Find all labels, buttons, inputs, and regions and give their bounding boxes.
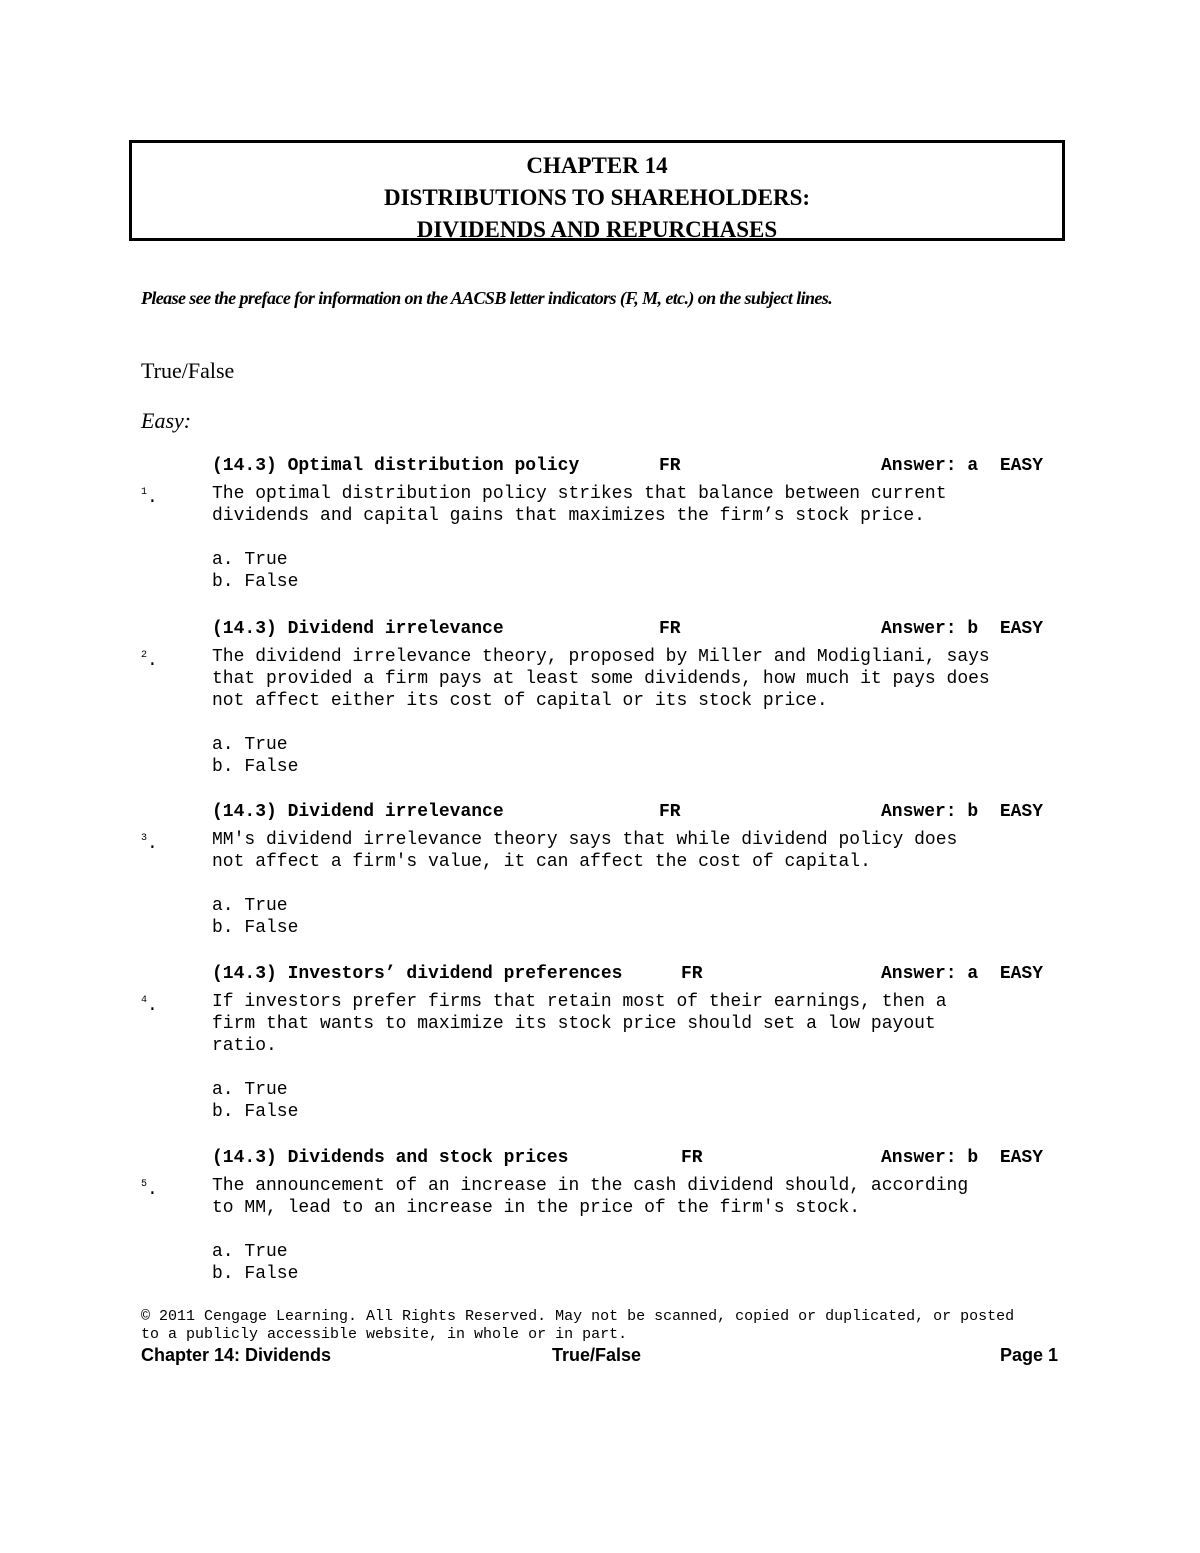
answer-option: a. True [212, 735, 288, 755]
question-subject: (14.3) Dividends and stock prices [212, 1148, 569, 1168]
answer-option: b. False [212, 1102, 299, 1122]
question-subject: (14.3) Dividend irrelevance [212, 802, 504, 822]
question-stem-line: firm that wants to maximize its stock price should set a low payout [212, 1014, 936, 1034]
question-answer: Answer: a EASY [881, 964, 1044, 984]
question-number: $^2$. [141, 650, 158, 671]
section-heading: True/False [141, 358, 235, 383]
question-answer: Answer: b EASY [881, 802, 1044, 822]
answer-option: a. True [212, 550, 288, 570]
chapter-number: CHAPTER 14 [526, 153, 668, 178]
question-stem-line: that provided a firm pays at least some dividends, how much it pays does [212, 669, 990, 689]
question-aacsb-code: FR [681, 1148, 703, 1168]
preface-note: Please see the preface for information on the AACSB letter indicators (F, M, etc.) on the subject lines. [141, 288, 833, 308]
question-stem-line: The optimal distribution policy strikes that balance between current [212, 484, 947, 504]
answer-option: a. True [212, 1080, 288, 1100]
question-number-value: 5 [141, 1179, 148, 1190]
copyright-line-2: to a publicly accessible website, in whole or in part. [141, 1326, 628, 1343]
question-number: $^5$. [141, 1179, 158, 1200]
question-stem-line: MM's dividend irrelevance theory says that while dividend policy does [212, 830, 958, 850]
question-stem-line: not affect a firm's value, it can affect the cost of capital. [212, 852, 871, 872]
question-stem-line: not affect either its cost of capital or its stock price. [212, 691, 828, 711]
question-number: $^4$. [141, 995, 158, 1016]
answer-option: a. True [212, 896, 288, 916]
question-stem-line: dividends and capital gains that maximizes the firm’s stock price. [212, 506, 925, 526]
question-number: $^3$. [141, 833, 158, 854]
question-stem-line: The announcement of an increase in the cash dividend should, according [212, 1176, 969, 1196]
question-aacsb-code: FR [659, 456, 681, 476]
question-subject: (14.3) Optimal distribution policy [212, 456, 580, 476]
question-stem-line: The dividend irrelevance theory, proposed by Miller and Modigliani, says [212, 647, 990, 667]
question-aacsb-code: FR [659, 619, 681, 639]
difficulty-heading: Easy: [141, 408, 192, 433]
question-stem-line: If investors prefer firms that retain most of their earnings, then a [212, 992, 947, 1012]
chapter-title-box [129, 140, 1065, 241]
footer-page-number: Page 1 [999, 1345, 1058, 1365]
question-number-value: 2 [141, 650, 148, 661]
question-stem-line: ratio. [212, 1036, 277, 1056]
question-subject: (14.3) Dividend irrelevance [212, 619, 504, 639]
answer-option: b. False [212, 572, 299, 592]
question-answer: Answer: b EASY [881, 619, 1044, 639]
answer-option: a. True [212, 1242, 288, 1262]
question-subject: (14.3) Investors’ dividend preferences [212, 964, 623, 984]
question-number-value: 1 [141, 487, 148, 498]
question-aacsb-code: FR [659, 802, 681, 822]
question-aacsb-code: FR [681, 964, 703, 984]
chapter-title-line-1: DISTRIBUTIONS TO SHAREHOLDERS: [383, 185, 811, 210]
chapter-title-line-2: DIVIDENDS AND REPURCHASES [416, 217, 778, 242]
question-number-value: 3 [141, 833, 148, 844]
question-answer: Answer: a EASY [881, 456, 1044, 476]
answer-option: b. False [212, 918, 299, 938]
answer-option: b. False [212, 757, 299, 777]
footer-section: True/False [552, 1345, 642, 1365]
question-answer: Answer: b EASY [881, 1148, 1044, 1168]
copyright-line-1: © 2011 Cengage Learning. All Rights Reserved. May not be scanned, copied or duplicated, or posted [141, 1308, 1015, 1325]
page-footer [0, 1345, 1200, 1369]
copyright-notice [141, 1308, 1014, 1344]
answer-option: b. False [212, 1264, 299, 1284]
question-number-value: 4 [141, 995, 148, 1006]
question-number: $^1$. [141, 487, 158, 508]
footer-chapter: Chapter 14: Dividends [141, 1345, 332, 1365]
question-stem-line: to MM, lead to an increase in the price of the firm's stock. [212, 1198, 861, 1218]
